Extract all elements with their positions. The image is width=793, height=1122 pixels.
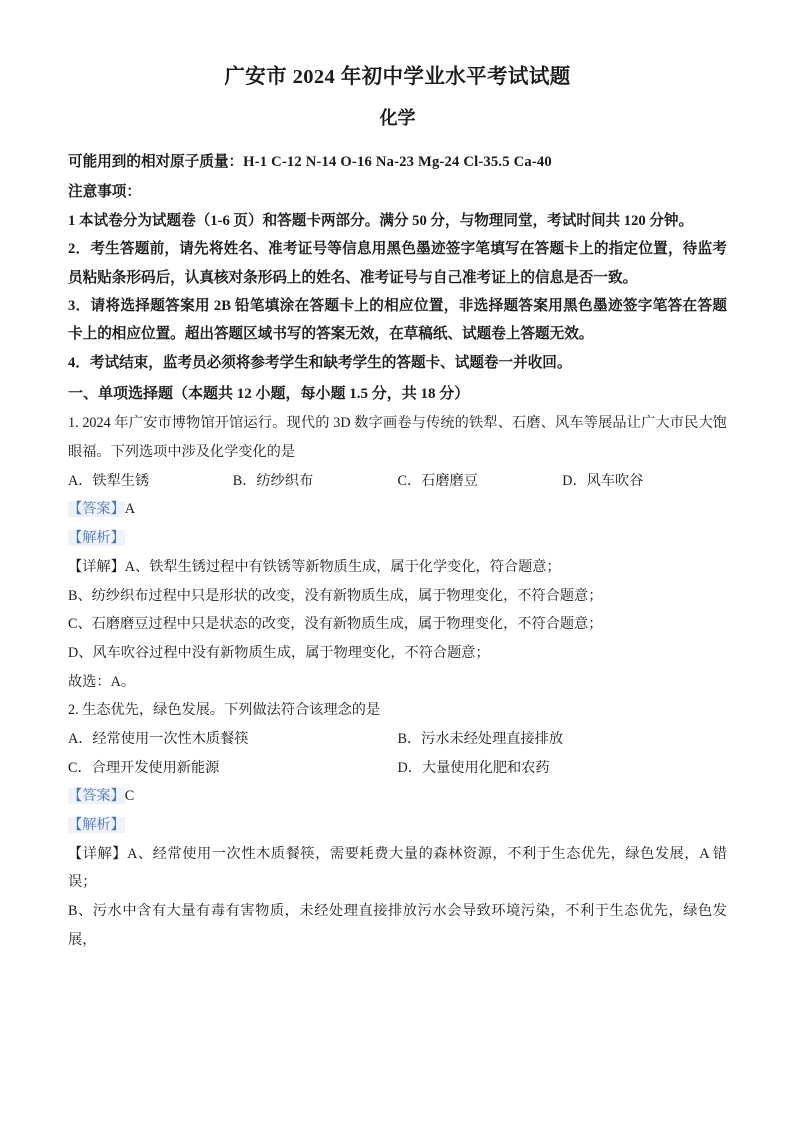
detail-tag: 【详解】 (68, 845, 128, 862)
answer-value: C (124, 788, 135, 805)
question-1-option-b[interactable]: B．纺纱织布 (232, 472, 314, 489)
question-2-analysis (68, 811, 727, 840)
question-1-option-c[interactable]: C．石磨磨豆 (397, 472, 478, 489)
page-title: 广安市 2024 年初中学业水平考试试题 (224, 66, 571, 88)
question-1-options (68, 467, 727, 496)
section-heading-one: 一、单项选择题（本题共 12 小题，每小题 1.5 分，共 18 分） (68, 386, 470, 403)
answer-value: A (124, 501, 136, 518)
question-1-analysis (68, 524, 727, 553)
question-1-detail-c: C、石磨磨豆过程中只是状态的改变，没有新物质生成，属于物理变化，不符合题意； (68, 616, 603, 633)
question-1-option-a[interactable]: A．铁犁生锈 (68, 472, 150, 489)
question-2-detail-b: B、污水中含有大量有毒有害物质，未经处理直接排放污水会导致环境污染，不利于生态优先，绿色发展， (68, 903, 727, 948)
question-2-option-c[interactable]: C．合理开发使用新能源 (68, 759, 220, 776)
answer-tag: 【答案】 (68, 788, 125, 805)
analysis-tag: 【解析】 (68, 817, 125, 833)
question-2-answer (68, 782, 727, 811)
detail-tag: 【详解】 (68, 558, 125, 575)
detail-text: A、铁犁生锈过程中有铁锈等新物质生成，属于化学变化，符合题意； (124, 558, 561, 575)
question-1-detail-d: D、风车吹谷过程中没有新物质生成，属于物理变化，不符合题意； (68, 644, 490, 661)
question-2-stem: 2. 生态优先，绿色发展。下列做法符合该理念的是 (68, 702, 381, 719)
notice-item-4: 4．考试结束，监考员必须将参考学生和缺考学生的答题卡、试题卷一并收回。 (68, 354, 572, 371)
question-2-option-d[interactable]: D．大量使用化肥和农药 (397, 759, 550, 776)
analysis-tag: 【解析】 (68, 530, 125, 547)
question-1-detail-first (68, 553, 727, 582)
atomic-mass-line (68, 148, 727, 176)
notice-item-1: 1 本试卷分为试题卷（1-6 页）和答题卡两部分。满分 50 分，与物理同堂，考试时间共 120 分钟。 (68, 212, 694, 229)
question-1-conclusion: 故选：A。 (68, 673, 135, 690)
subject-title: 化学 (379, 107, 416, 128)
question-1-detail-b: B、纺纱织布过程中只是形状的改变，没有新物质生成，属于物理变化，不符合题意； (68, 587, 603, 604)
question-1-stem: 1. 2024 年广安市博物馆开馆运行。现代的 3D 数字画卷与传统的铁犁、石磨、风车等展品让广大市民大饱眼福。下列选项中涉及化学变化的是 (68, 415, 727, 461)
question-2-option-b[interactable]: B．污水未经处理直接排放 (397, 730, 564, 747)
notice-heading: 注意事项： (68, 184, 141, 201)
atomic-mass-values: H-1 C-12 N-14 O-16 Na-23 Mg-24 Cl-35.5 Ca-40 (243, 153, 552, 170)
question-1-option-d[interactable]: D．风车吹谷 (562, 472, 644, 489)
question-2-detail-first (68, 840, 727, 897)
atomic-mass-label: 可能用到的相对原子质量： (68, 153, 244, 170)
question-2-option-a[interactable]: A．经常使用一次性木质餐筷 (68, 730, 249, 747)
question-2-options-row-2 (68, 754, 727, 783)
question-2-options-row-1 (68, 725, 727, 754)
detail-text: A、经常使用一次性木质餐筷，需要耗费大量的森林资源，不利于生态优先，绿色发展，A 错误； (68, 845, 727, 891)
answer-tag: 【答案】 (68, 501, 125, 518)
question-1-answer (68, 495, 727, 524)
notice-item-2: 2．考生答题前，请先将姓名、准考证号等信息用黑色墨迹签字笔填写在答题卡上的指定位置，待监考员粘贴条形码后，认真核对条形码上的姓名、准考证号与自己准考证上的信息是否一致。 (68, 241, 727, 286)
notice-item-3: 3．请将选择题答案用 2B 铅笔填涂在答题卡上的相应位置，非选择题答案用黑色墨迹签字笔答在答题卡上的相应位置。超出答题区域书写的答案无效，在草稿纸、试题卷上答题无效。 (68, 298, 727, 343)
